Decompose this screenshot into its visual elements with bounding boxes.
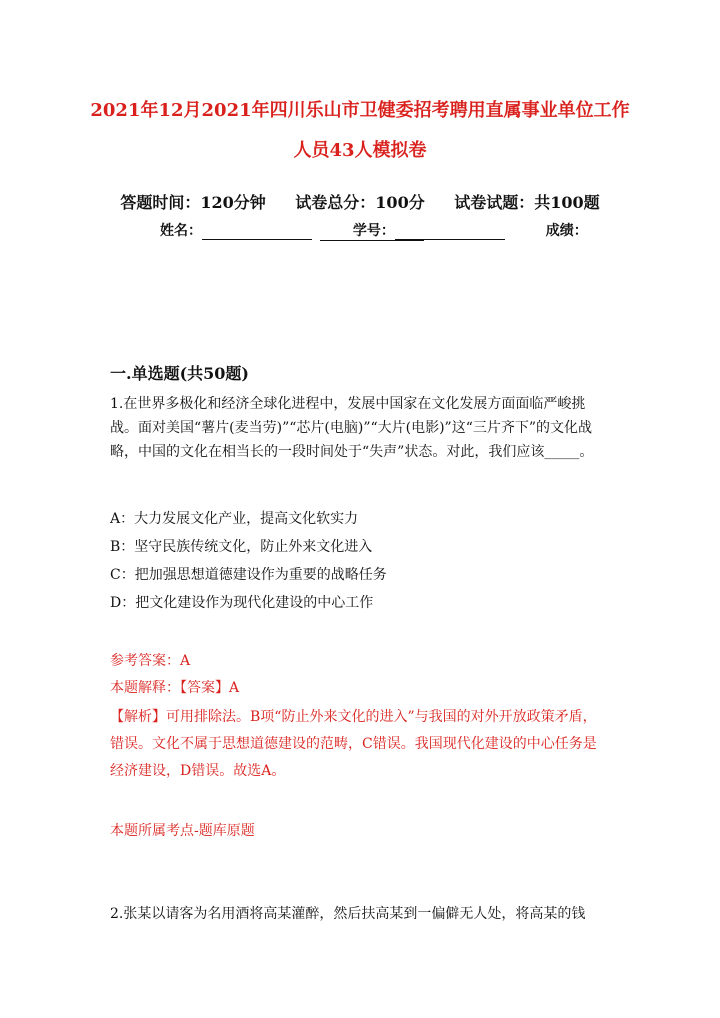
- exam-meta: [0, 190, 720, 213]
- doc-title-line1: 2021年12月2021年四川乐山市卫健委招考聘用直属事业单位工作: [90, 100, 630, 121]
- student-info: [160, 220, 588, 240]
- exam-total: 试卷总分：100分: [295, 193, 425, 212]
- knowledge-point: 本题所属考点-题库原题: [110, 823, 255, 839]
- score-label: 成绩：: [545, 223, 588, 239]
- name-label: 姓名：: [160, 223, 202, 239]
- question-2-stem: 2.张某以请客为名用酒将高某灌醉，然后扶高某到一偏僻无人处，将高某的钱: [110, 906, 586, 922]
- option-c: C：把加强思想道德建设作为重要的战略任务: [110, 567, 387, 583]
- id-label: 学号：: [352, 223, 395, 239]
- name-blank: [202, 225, 312, 240]
- explanation: 【解析】可用排除法。B项“防止外来文化的进入”与我国的对外开放政策矛盾，错误。文化不属于思想道德建设的范畴，C错误。我国现代化建设的中心任务是经济建设，D错误。故选A。: [110, 709, 597, 779]
- exam-time: 答题时间：120分钟: [120, 193, 266, 212]
- score-blank: [320, 240, 424, 241]
- doc-title-line2: 人员43人模拟卷: [293, 140, 427, 161]
- section-title: 一.单选题(共50题): [110, 364, 249, 383]
- option-b: B：坚守民族传统文化，防止外来文化进入: [110, 539, 373, 555]
- question-1-stem: 1.在世界多极化和经济全球化进程中，发展中国家在文化发展方面面临严峻挑战。面对美国“薯片(麦当劳)”“芯片(电脑)”“大片(电影)”这“三片齐下”的文化战略，中国的文化在相当长的一段时间处于“失声”状态。对此，我们应该_____。: [110, 396, 594, 460]
- option-a: A：大力发展文化产业，提高文化软实力: [110, 511, 359, 527]
- option-d: D：把文化建设作为现代化建设的中心工作: [110, 595, 374, 611]
- answer: 参考答案：A: [110, 653, 191, 669]
- id-blank: [395, 225, 505, 240]
- explain-title: 本题解释：【答案】A: [110, 680, 240, 696]
- exam-count: 试卷试题：共100题: [454, 193, 600, 212]
